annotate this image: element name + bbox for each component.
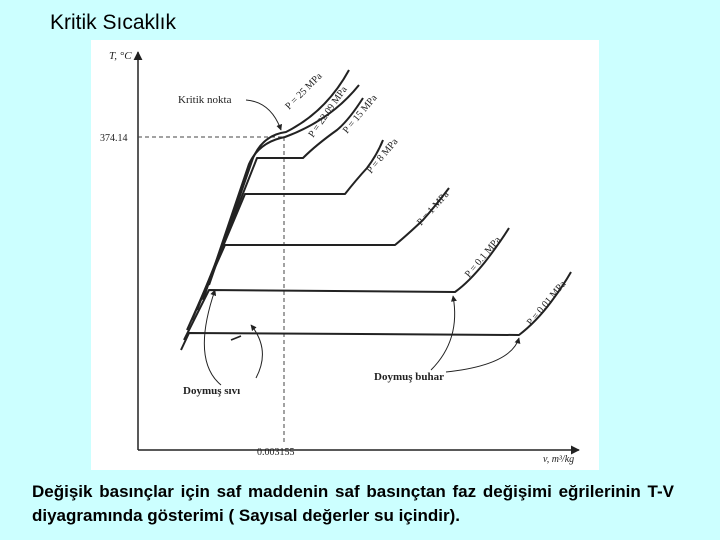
critical-temperature-value: 374.14 [100, 133, 128, 144]
isobar-labels [283, 71, 568, 328]
isobar-label-8: P = 8 MPa [364, 136, 401, 176]
slide-caption: Değişik basınçlar için saf maddenin saf basınçtan faz değişimi eğrilerinin T-V diyagramında gösterimi ( Sayısal değerler su içindir). [32, 482, 674, 525]
critical-volume-value: 0.003155 [257, 447, 295, 458]
slide-title: Kritik Sıcaklık [50, 11, 177, 34]
saturated-liquid-label: Doymuş sıvı [183, 385, 241, 397]
isobar-label-1: P = 1 MPa [415, 189, 452, 229]
isobar-label-0-01: P = 0.01 MPa [524, 278, 569, 328]
critical-point-label: Kritik nokta [178, 94, 232, 106]
isobar-curve-15 [197, 98, 363, 310]
tv-diagram [91, 40, 599, 470]
isobar-curves [181, 70, 571, 350]
isobar-curve-0-01 [181, 272, 571, 350]
y-axis-label: T, °C [109, 50, 132, 62]
isobar-label-0-1: P = 0.1 MPa [462, 234, 504, 280]
isobar-curve-22-09 [203, 85, 359, 300]
isobar-curve-1 [187, 188, 449, 330]
tv-diagram-svg [91, 40, 599, 470]
isobar-curve-8 [192, 140, 383, 320]
saturated-vapor-arrow-1 [431, 296, 455, 370]
isobar-label-15: P = 15 MPa [340, 92, 380, 136]
saturated-vapor-label: Doymuş buhar [374, 371, 444, 383]
critical-point-arrow [246, 100, 281, 130]
isobar-label-22-09: P = 22.09 MPa [306, 84, 350, 140]
saturated-vapor-arrow-2 [446, 338, 519, 372]
isobar-label-25: P = 25 MPa [283, 70, 325, 113]
liquid-branches [231, 336, 241, 340]
saturated-liquid-arrow-1 [204, 290, 221, 385]
x-axis-label: v, m³/kg [543, 454, 575, 465]
